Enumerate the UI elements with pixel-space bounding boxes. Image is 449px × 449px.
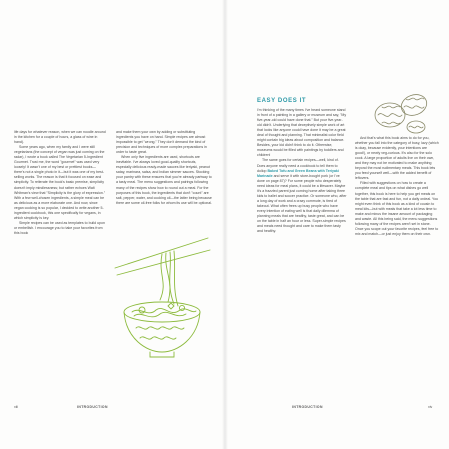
recipe-reference: Baked Tofu and Green Beans with Teriyaki Marinade: [257, 168, 339, 178]
running-footer: INTRODUCTION: [77, 405, 108, 409]
paragraph: And that's what this book aims to do for you, whether you fall into the category of busy, lazy (which is okay, because evidently, your intentions are good!), or newly veg-curious. It's also for the solo cook. A large proportion of adults live on their own, and they may not be motivated to make anything beyond the most rudimentary meals. This book lets you feed yourself well—with the added benefit of leftovers.: [355, 136, 439, 181]
paragraph: I'm thinking of the many times I've heard someone stand in front of a painting in a gallery or museum and say, "My five-year-old could have done that." But your five-year-old didn't. Underlying that deceptively simple work of art that looks like anyone could have done it may be a great deal of thought and planning. That minimalist color field might contain big ideas about composition and balance. Besides, your kid didn't think to do it. Otherwise, museums would be filled with paintings by toddlers and children!: [257, 108, 347, 158]
paragraph: life days for whatever reason, when we can noodle around in the kitchen for a couple of hours, a glass of wine in hand).: [14, 130, 106, 145]
paragraph: When only five ingredients are used, shortcuts are inevitable. I've always loved good-quality shortcuts, especially delicious ready-made sauces like teriyaki, peanut satay, marinara, salsa, and Indian simmer sauces. Stocking your pantry with these ensures that you're already partway to a tasty meal. The menu suggestions and pairings following many of the recipes show how to round out a meal. For the purposes of this book, the ingredients that don't "count" are salt, pepper, water, and cooking oil—the latter being because there are some oil-free folks for whom its use will be optional.: [116, 155, 213, 205]
section-heading: EASY DOES IT: [257, 98, 307, 104]
walnuts-illustration: [370, 85, 430, 137]
noodle-bowl-chopsticks-illustration: [110, 220, 215, 360]
running-footer: INTRODUCTION: [292, 405, 323, 409]
text-run: and serve it with store-bought pork (or I've done on page 87)? For some people who desperately need ideas for meal plans, it could be a lifesaver. Maybe it's a frazzled parent just coming home after taking three kids to ballet and soccer practice. Or someone who, after a long day of work and a crazy commute, is tired of takeout. What often frees up busy people who have every intention of eating well is that daily dilemma of planning meals that are healthy, taste great, and can be on the table in half an hour or less. Super-simple recipes and meals need thought and care to make them tasty and healthy.: [257, 173, 347, 234]
paragraph: Some years ago, when my family and I were still vegetarians (the concept of vegan was just coming on the radar), I wrote a book called The Vegetarian 5-Ingredient Gourmet. Trust me, the word "gourmet" was used very loosely! It wasn't one of my best or prettiest books—there's not a single photo in it—but it was one of my best-selling works. The reason is that it focused on ease and simplicity. To reiterate the book's basic premise, simplicity doesn't imply mindlessness; but rather echoes Walt Whitman's view that "Simplicity is the glory of expression." With a few well-chosen ingredients, a simple meal can be as delicious as a more elaborate one. And now, since vegan cooking is so popular, I decided to write another 5-ingredient cookbook, this one specifically for vegans, in which simplicity is key.: [14, 145, 106, 220]
paragraph: [257, 158, 347, 234]
right-page-column-1: [257, 108, 347, 234]
paragraph: and make them your own by adding or substituting ingredients you have on hand. Simple recipes are almost impossible to get "wrong." They don't demand the kind of precision and techniques of more complex preparations in order to taste great.: [116, 130, 207, 155]
paragraph: Filled with suggestions on how to create a complete meal and tips on what dishes go well together, this book is here to help you get meals on the table that are fast and fun, not a daily ordeal. You might even think of this book as a kind of cousin to meal kits—but with meals that take a lot less time to make and minus the insane amount of packaging and waste. All this being said, the menu suggestions following many of the recipes aren't set in stone. Once you scope out your favorite recipes, feel free to mix and match—or just enjoy them on their own.: [355, 181, 439, 236]
right-page-column-2: [355, 136, 439, 237]
left-page: [0, 0, 224, 449]
text-run: The same goes for certain recipes—well, kind of. Does anyone really need a cookbook to tell them to dollop: [257, 158, 339, 173]
paragraph: Simple recipes can be used as templates to build upon or embellish. I encourage you to take your favorites from this book: [14, 220, 105, 235]
left-page-column-2: [116, 130, 212, 206]
page-number: xiv: [428, 405, 433, 409]
left-page-column-1: [14, 130, 106, 236]
page-number: xiii: [14, 405, 18, 409]
